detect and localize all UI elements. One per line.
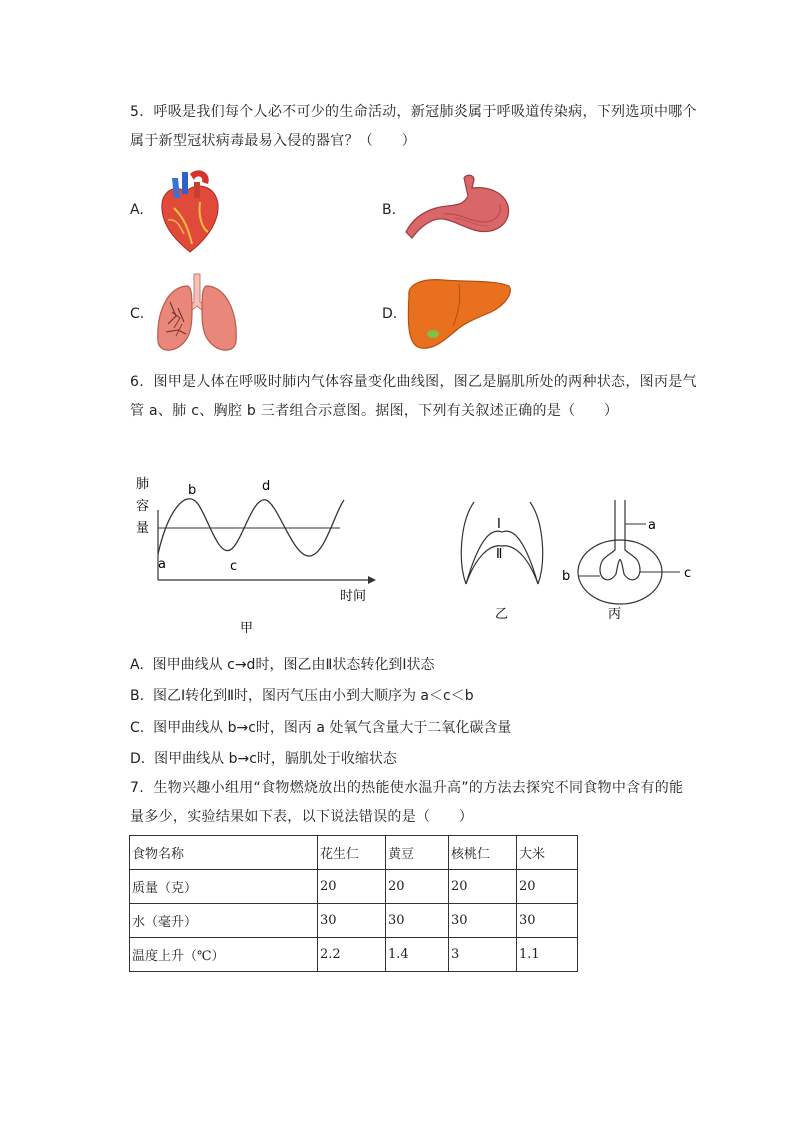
x-axis-label: 时间 [340,589,367,604]
table-row [130,904,578,938]
label-a: a [648,518,656,533]
table-cell: 3 [449,938,517,972]
table-header-cell: 食物名称 [130,836,318,870]
table-cell: 20 [318,870,386,904]
point-b-label: b [188,483,197,498]
point-c-label: c [230,559,238,574]
q6-line2: 管 a、肺 c、胸腔 b 三者组合示意图。据图，下列有关叙述正确的是（ ） [130,403,619,419]
point-a-label: a [158,557,166,572]
figure-bing-caption: 丙 [608,607,622,622]
table-row [130,870,578,904]
y-label-3: 量 [136,521,150,536]
table-header-cell: 花生仁 [318,836,386,870]
table-header-row [130,836,578,870]
q5-option-c-label[interactable]: C. [130,306,145,322]
table-cell: 1.1 [517,938,578,972]
table-cell: 20 [449,870,517,904]
table-cell: 30 [318,904,386,938]
q6-option-b[interactable]: B. 图乙Ⅰ转化到Ⅱ时，图丙气压由小到大顺序为 a＜c＜b [130,688,474,704]
table-cell: 30 [517,904,578,938]
table-cell: 2.2 [318,938,386,972]
volume-curve [158,499,344,556]
q5-line2: 属于新型冠状病毒最易入侵的器官？（ ） [130,133,416,149]
q6-option-d[interactable]: D. 图甲曲线从 b→c时，膈肌处于收缩状态 [130,751,397,767]
q5-option-b-label[interactable]: B. [382,202,397,218]
table-row [130,938,578,972]
figure-bing-lung-model [556,496,696,626]
heart-icon[interactable] [154,168,226,254]
table-cell: 20 [517,870,578,904]
q5-option-d-label[interactable]: D. [382,306,398,322]
q7-line1: 7. 生物兴趣小组用“食物燃烧放出的热能使水温升高”的方法去探究不同食物中含有的能 [130,780,684,796]
table-cell: 30 [386,904,449,938]
q7-stem [130,774,700,832]
figure-yi-caption: 乙 [495,607,509,622]
q7-line2: 量多少，实验结果如下表，以下说法错误的是（ ） [130,809,474,825]
liver-icon[interactable] [403,276,515,354]
state-2-label: Ⅱ [496,547,503,562]
figure-yi-diaphragm [452,496,552,626]
table-header-cell: 大米 [517,836,578,870]
table-cell: 质量（克） [130,870,318,904]
stomach-icon[interactable] [404,172,514,244]
table-cell: 20 [386,870,449,904]
y-label-1: 肺 [136,477,150,492]
q6-option-a[interactable]: A. 图甲曲线从 c→d时，图乙由Ⅱ状态转化到Ⅰ状态 [130,657,435,673]
label-b: b [562,569,571,584]
q6-stem [130,368,700,426]
figure-jia-caption: 甲 [240,621,254,636]
q6-line1: 6. 图甲是人体在呼吸时肺内气体容量变化曲线图，图乙是膈肌所处的两种状态，图丙是气 [130,374,697,390]
table-cell: 水（毫升） [130,904,318,938]
label-c: c [684,566,692,581]
food-energy-table [129,835,578,972]
table-header-cell: 黄豆 [386,836,449,870]
state-1-label: Ⅰ [497,517,501,532]
table-cell: 1.4 [386,938,449,972]
q5-stem [130,98,700,156]
q6-option-c[interactable]: C. 图甲曲线从 b→c时，图丙 a 处氧气含量大于二氧化碳含量 [130,720,512,736]
q5-line1: 5. 呼吸是我们每个人必不可少的生命活动，新冠肺炎属于呼吸道传染病，下列选项中哪个 [130,104,697,120]
y-label-2: 容 [136,499,150,514]
point-d-label: d [262,479,271,494]
figure-jia-lung-volume-curve [128,470,378,640]
table-header-cell: 核桃仁 [449,836,517,870]
table-cell: 30 [449,904,517,938]
q5-option-a-label[interactable]: A. [130,202,144,218]
table-cell: 温度上升（℃） [130,938,318,972]
lungs-icon[interactable] [150,272,244,352]
